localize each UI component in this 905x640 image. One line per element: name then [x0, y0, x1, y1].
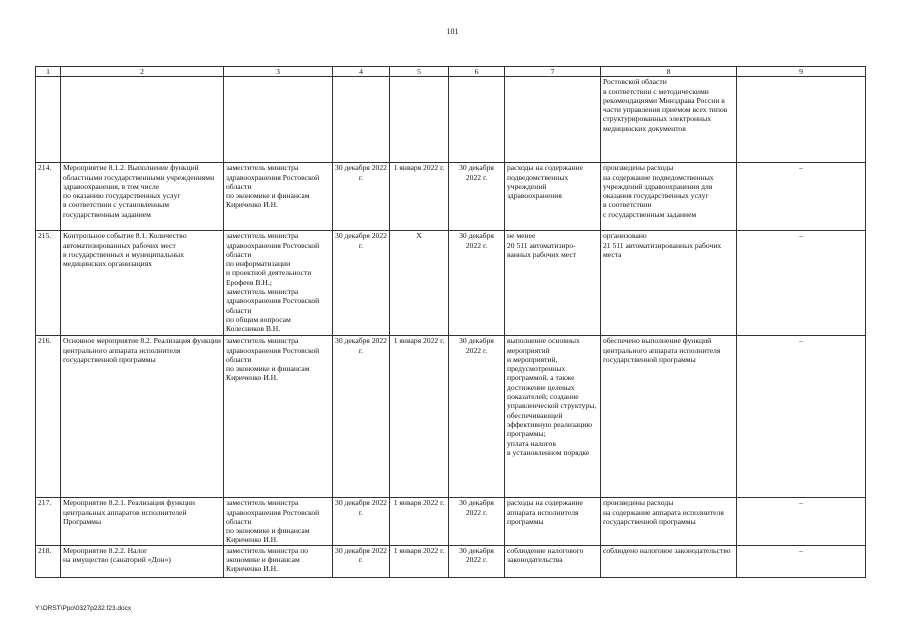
responsible-executor: заместитель министра здравоохранения Ростовской области по экономике и финансам Кириченко И.Н.: [224, 336, 333, 498]
planned-date: 30 декабря 2022 г.: [449, 545, 505, 577]
activity-name: Мероприятие 8.1.2. Выполнение функций областными государственными учреждениями здравоохранения, в том числе по оказанию государственных услуг в соответствии с установленным государственным заданием: [61, 163, 224, 231]
file-path-footer: Y:\ORST\Ppo\0327p232.f23.docx: [35, 605, 132, 612]
responsible-executor: [224, 77, 333, 163]
activity-name: [61, 77, 224, 163]
start-date: [390, 77, 449, 163]
start-date: 1 января 2022 г.: [390, 498, 449, 545]
achieved-result: произведены расходы на содержание подведомственных учреждений здравоохранения для оказания государственных услуг в соответствии с государственным заданием: [601, 163, 737, 231]
table-row: [36, 336, 866, 498]
note: –: [737, 231, 866, 336]
note: –: [737, 498, 866, 545]
start-date: 1 января 2022 г.: [390, 545, 449, 577]
planned-result: [505, 77, 601, 163]
planned-date: 30 декабря 2022 г.: [449, 163, 505, 231]
planned-result: выполнение основных мероприятий и мероприятий, предусмотренных программой, а также достижение целевых показателей; создание управленческой структуры, обеспечивающей эффективную реализацию программы; уплата налогов в установленном порядке: [505, 336, 601, 498]
responsible-executor: заместитель министра здравоохранения Ростовской области по экономике и финансам Кириченко И.Н.: [224, 498, 333, 545]
row-number: 218.: [36, 545, 61, 577]
column-number: 5: [390, 67, 449, 77]
achieved-result: обеспечено выполнение функций центрального аппарата исполнителя государственной программы: [601, 336, 737, 498]
note: [737, 77, 866, 163]
note: –: [737, 163, 866, 231]
table-row: [36, 231, 866, 336]
planned-result: не менее 20 511 автоматизиро-ванных рабочих мест: [505, 231, 601, 336]
page-number: 101: [446, 27, 459, 36]
activity-name: Мероприятие 8.2.2. Налог на имущество (санаторий «Дон»): [61, 545, 224, 577]
note: –: [737, 336, 866, 498]
end-date: 30 декабря 2022 г.: [333, 545, 390, 577]
planned-result: соблюдение налогового законодательства: [505, 545, 601, 577]
achieved-result: соблюдено налоговое законодательство: [601, 545, 737, 577]
end-date: 30 декабря 2022 г.: [333, 498, 390, 545]
start-date: Х: [390, 231, 449, 336]
table-row: [36, 163, 866, 231]
column-number-row: [36, 67, 866, 77]
achieved-result: произведены расходы на содержание аппарата исполнителя государственной программы: [601, 498, 737, 545]
end-date: [333, 77, 390, 163]
planned-date: 30 декабря 2022 г.: [449, 498, 505, 545]
row-number: 216.: [36, 336, 61, 498]
column-number: 6: [449, 67, 505, 77]
responsible-executor: заместитель министра здравоохранения Ростовской области по информатизации и проектной деятельности Ерофеев В.Н.; заместитель министра здравоохранения Ростовской области по общим вопросам Колесников В.Н.: [224, 231, 333, 336]
table-row: [36, 545, 866, 577]
row-number: 214.: [36, 163, 61, 231]
achieved-result: Ростовской области в соответствии с методическими рекомендациями Минздрава России в части управления приемом всех типов структурированных электронных медицинских документов: [601, 77, 737, 163]
activity-name: Основное мероприятие 8.2. Реализация функции центрального аппарата исполнителя государственной программы: [61, 336, 224, 498]
responsible-executor: заместитель министра здравоохранения Ростовской области по экономике и финансам Кириченко И.Н.: [224, 163, 333, 231]
report-table: [35, 66, 866, 578]
column-number: 1: [36, 67, 61, 77]
planned-result: расходы на содержание аппарата исполнителя программы: [505, 498, 601, 545]
row-number: 217.: [36, 498, 61, 545]
row-number: [36, 77, 61, 163]
column-number: 8: [601, 67, 737, 77]
activity-name: Контрольное событие 8.1. Количество автоматизированных рабочих мест в государственных и муниципальных медицинских организациях: [61, 231, 224, 336]
column-number: 4: [333, 67, 390, 77]
column-number: 2: [61, 67, 224, 77]
note: –: [737, 545, 866, 577]
end-date: 30 декабря 2022 г.: [333, 231, 390, 336]
achieved-result: организовано 21 511 автоматизированных рабочих места: [601, 231, 737, 336]
end-date: 30 декабря 2022 г.: [333, 163, 390, 231]
column-number: 9: [737, 67, 866, 77]
planned-date: 30 декабря 2022 г.: [449, 336, 505, 498]
responsible-executor: заместитель министра по экономике и финансам Кириченко И.Н.: [224, 545, 333, 577]
planned-date: [449, 77, 505, 163]
table-row: [36, 498, 866, 545]
column-number: 7: [505, 67, 601, 77]
planned-result: расходы на содержание подведомственных учреждений здравоохранения: [505, 163, 601, 231]
column-number: 3: [224, 67, 333, 77]
activity-name: Мероприятие 8.2.1. Реализация функции центральных аппаратов исполнителей Программы: [61, 498, 224, 545]
row-number: 215.: [36, 231, 61, 336]
end-date: 30 декабря 2022 г.: [333, 336, 390, 498]
start-date: 1 января 2022 г.: [390, 336, 449, 498]
planned-date: 30 декабря 2022 г.: [449, 231, 505, 336]
table-row: [36, 77, 866, 163]
start-date: 1 января 2022 г.: [390, 163, 449, 231]
